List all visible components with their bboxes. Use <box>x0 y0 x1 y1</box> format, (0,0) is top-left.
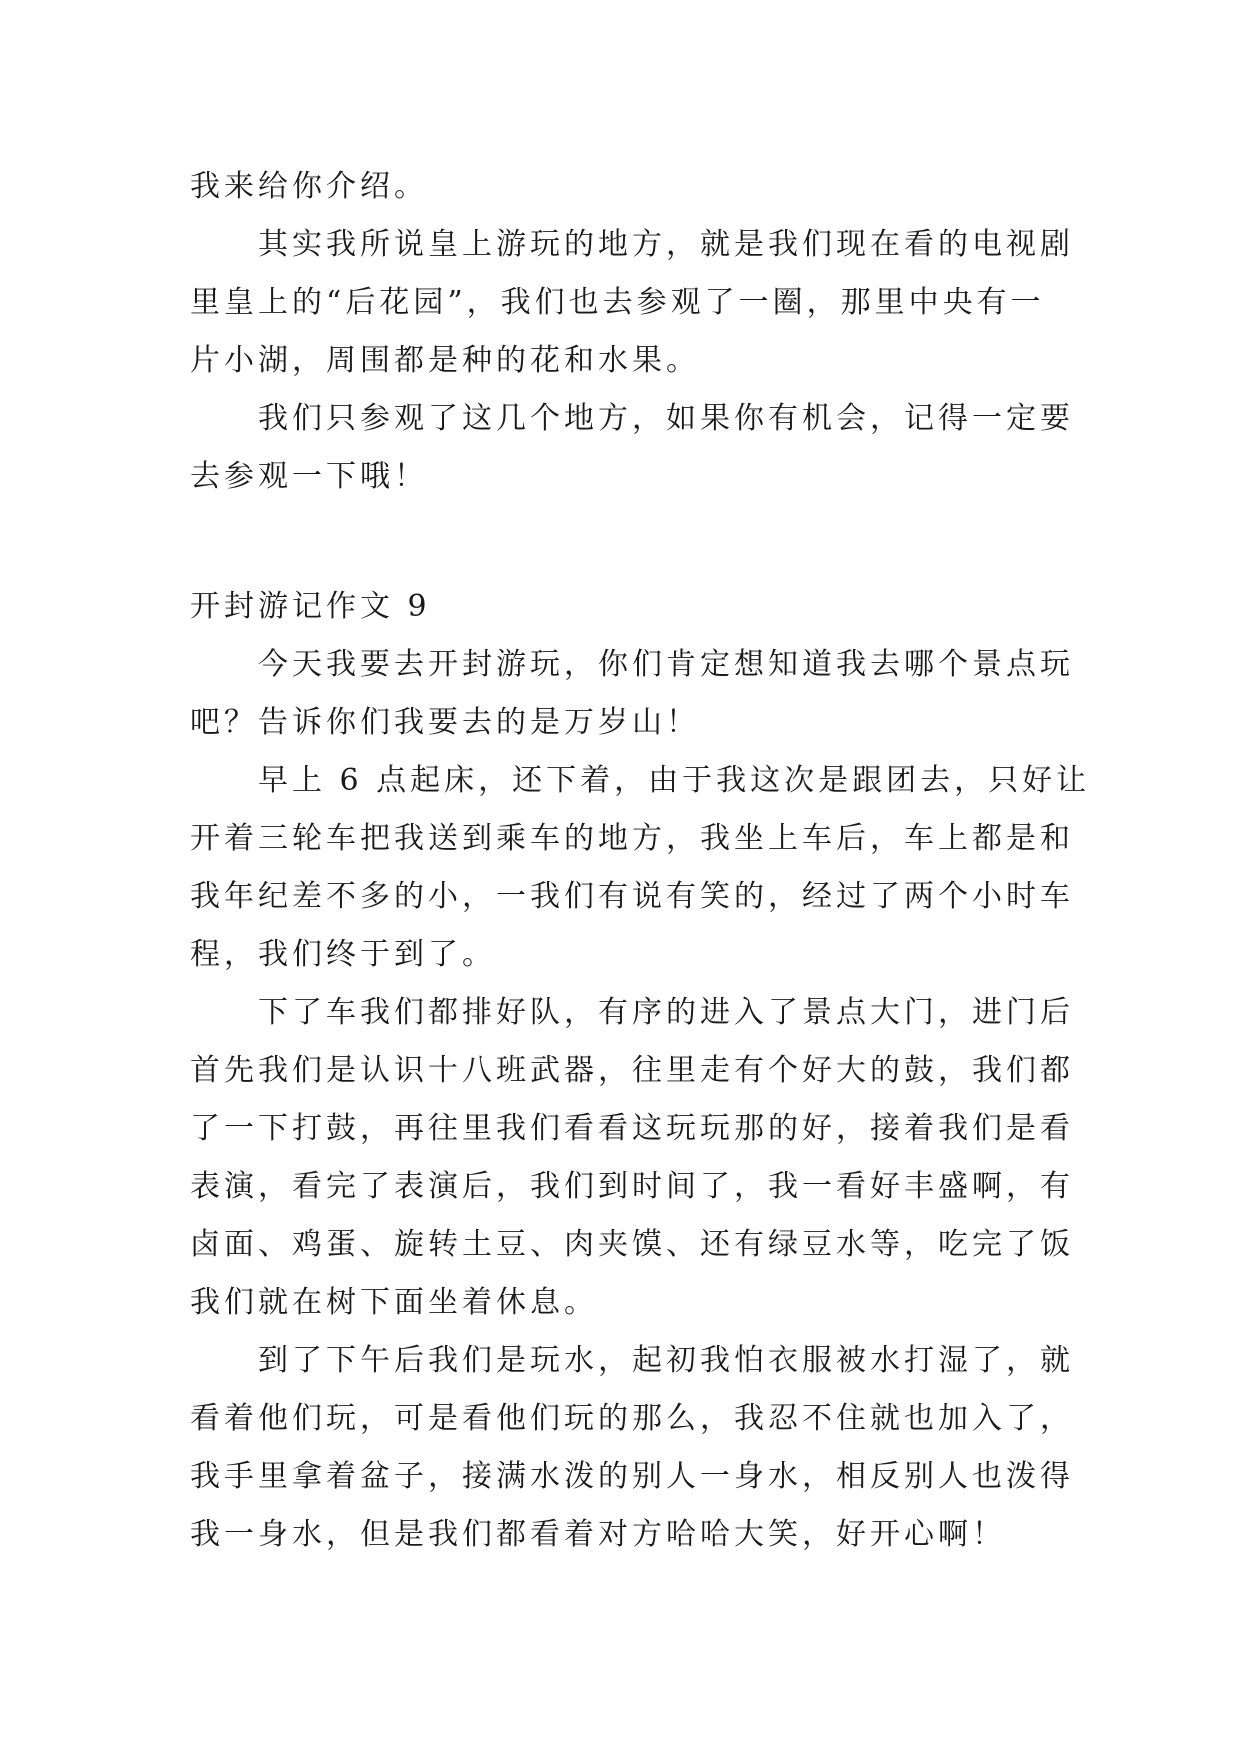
paragraph-line: 我手里拿着盆子，接满水泼的别人一身水，相反别人也泼得 <box>190 1459 1074 1494</box>
section-spacer <box>190 506 1050 578</box>
document-body <box>190 158 1091 1564</box>
paragraph-line: 开着三轮车把我送到乘车的地方，我坐上车后，车上都是和 <box>190 821 1074 856</box>
paragraph-line: 我一身水，但是我们都看着对方哈哈大笑，好开心啊！ <box>190 1517 1006 1552</box>
paragraph-line: 首先我们是认识十八班武器，往里走有个好大的鼓，我们都 <box>190 1053 1074 1088</box>
paragraph-line: 里皇上的“后花园”，我们也去参观了一圈，那里中央有一 <box>190 285 1045 320</box>
section-title: 开封游记作文 9 <box>190 589 431 624</box>
paragraph-line: 看着他们玩，可是看他们玩的那么，我忍不住就也加入了， <box>190 1401 1074 1436</box>
paragraph-line: 我们只参观了这几个地方，如果你有机会，记得一定要 <box>258 401 1074 436</box>
paragraph-line: 今天我要去开封游玩，你们肯定想知道我去哪个景点玩 <box>258 647 1074 682</box>
paragraph-line: 表演，看完了表演后，我们到时间了，我一看好丰盛啊，有 <box>190 1169 1074 1204</box>
paragraph-line: 片小湖，周围都是种的花和水果。 <box>190 343 700 378</box>
paragraph-line: 程，我们终于到了。 <box>190 937 496 972</box>
paragraph-line: 去参观一下哦！ <box>190 459 428 494</box>
paragraph-line: 我来给你介绍。 <box>190 169 428 204</box>
paragraph-line: 到了下午后我们是玩水，起初我怕衣服被水打湿了，就 <box>258 1343 1074 1378</box>
paragraph-line: 卤面、鸡蛋、旋转土豆、肉夹馍、还有绿豆水等，吃完了饭 <box>190 1227 1074 1262</box>
paragraph-line: 其实我所说皇上游玩的地方，就是我们现在看的电视剧 <box>258 227 1074 262</box>
paragraph-line: 下了车我们都排好队，有序的进入了景点大门，进门后 <box>258 995 1074 1030</box>
paragraph-line: 吧？告诉你们我要去的是万岁山！ <box>190 705 700 740</box>
paragraph-line: 早上 6 点起床，还下着，由于我这次是跟团去，只好让 <box>258 763 1091 798</box>
paragraph-line: 我们就在树下面坐着休息。 <box>190 1285 598 1320</box>
paragraph-line: 我年纪差不多的小，一我们有说有笑的，经过了两个小时车 <box>190 879 1074 914</box>
paragraph-line: 了一下打鼓，再往里我们看看这玩玩那的好，接着我们是看 <box>190 1111 1074 1146</box>
